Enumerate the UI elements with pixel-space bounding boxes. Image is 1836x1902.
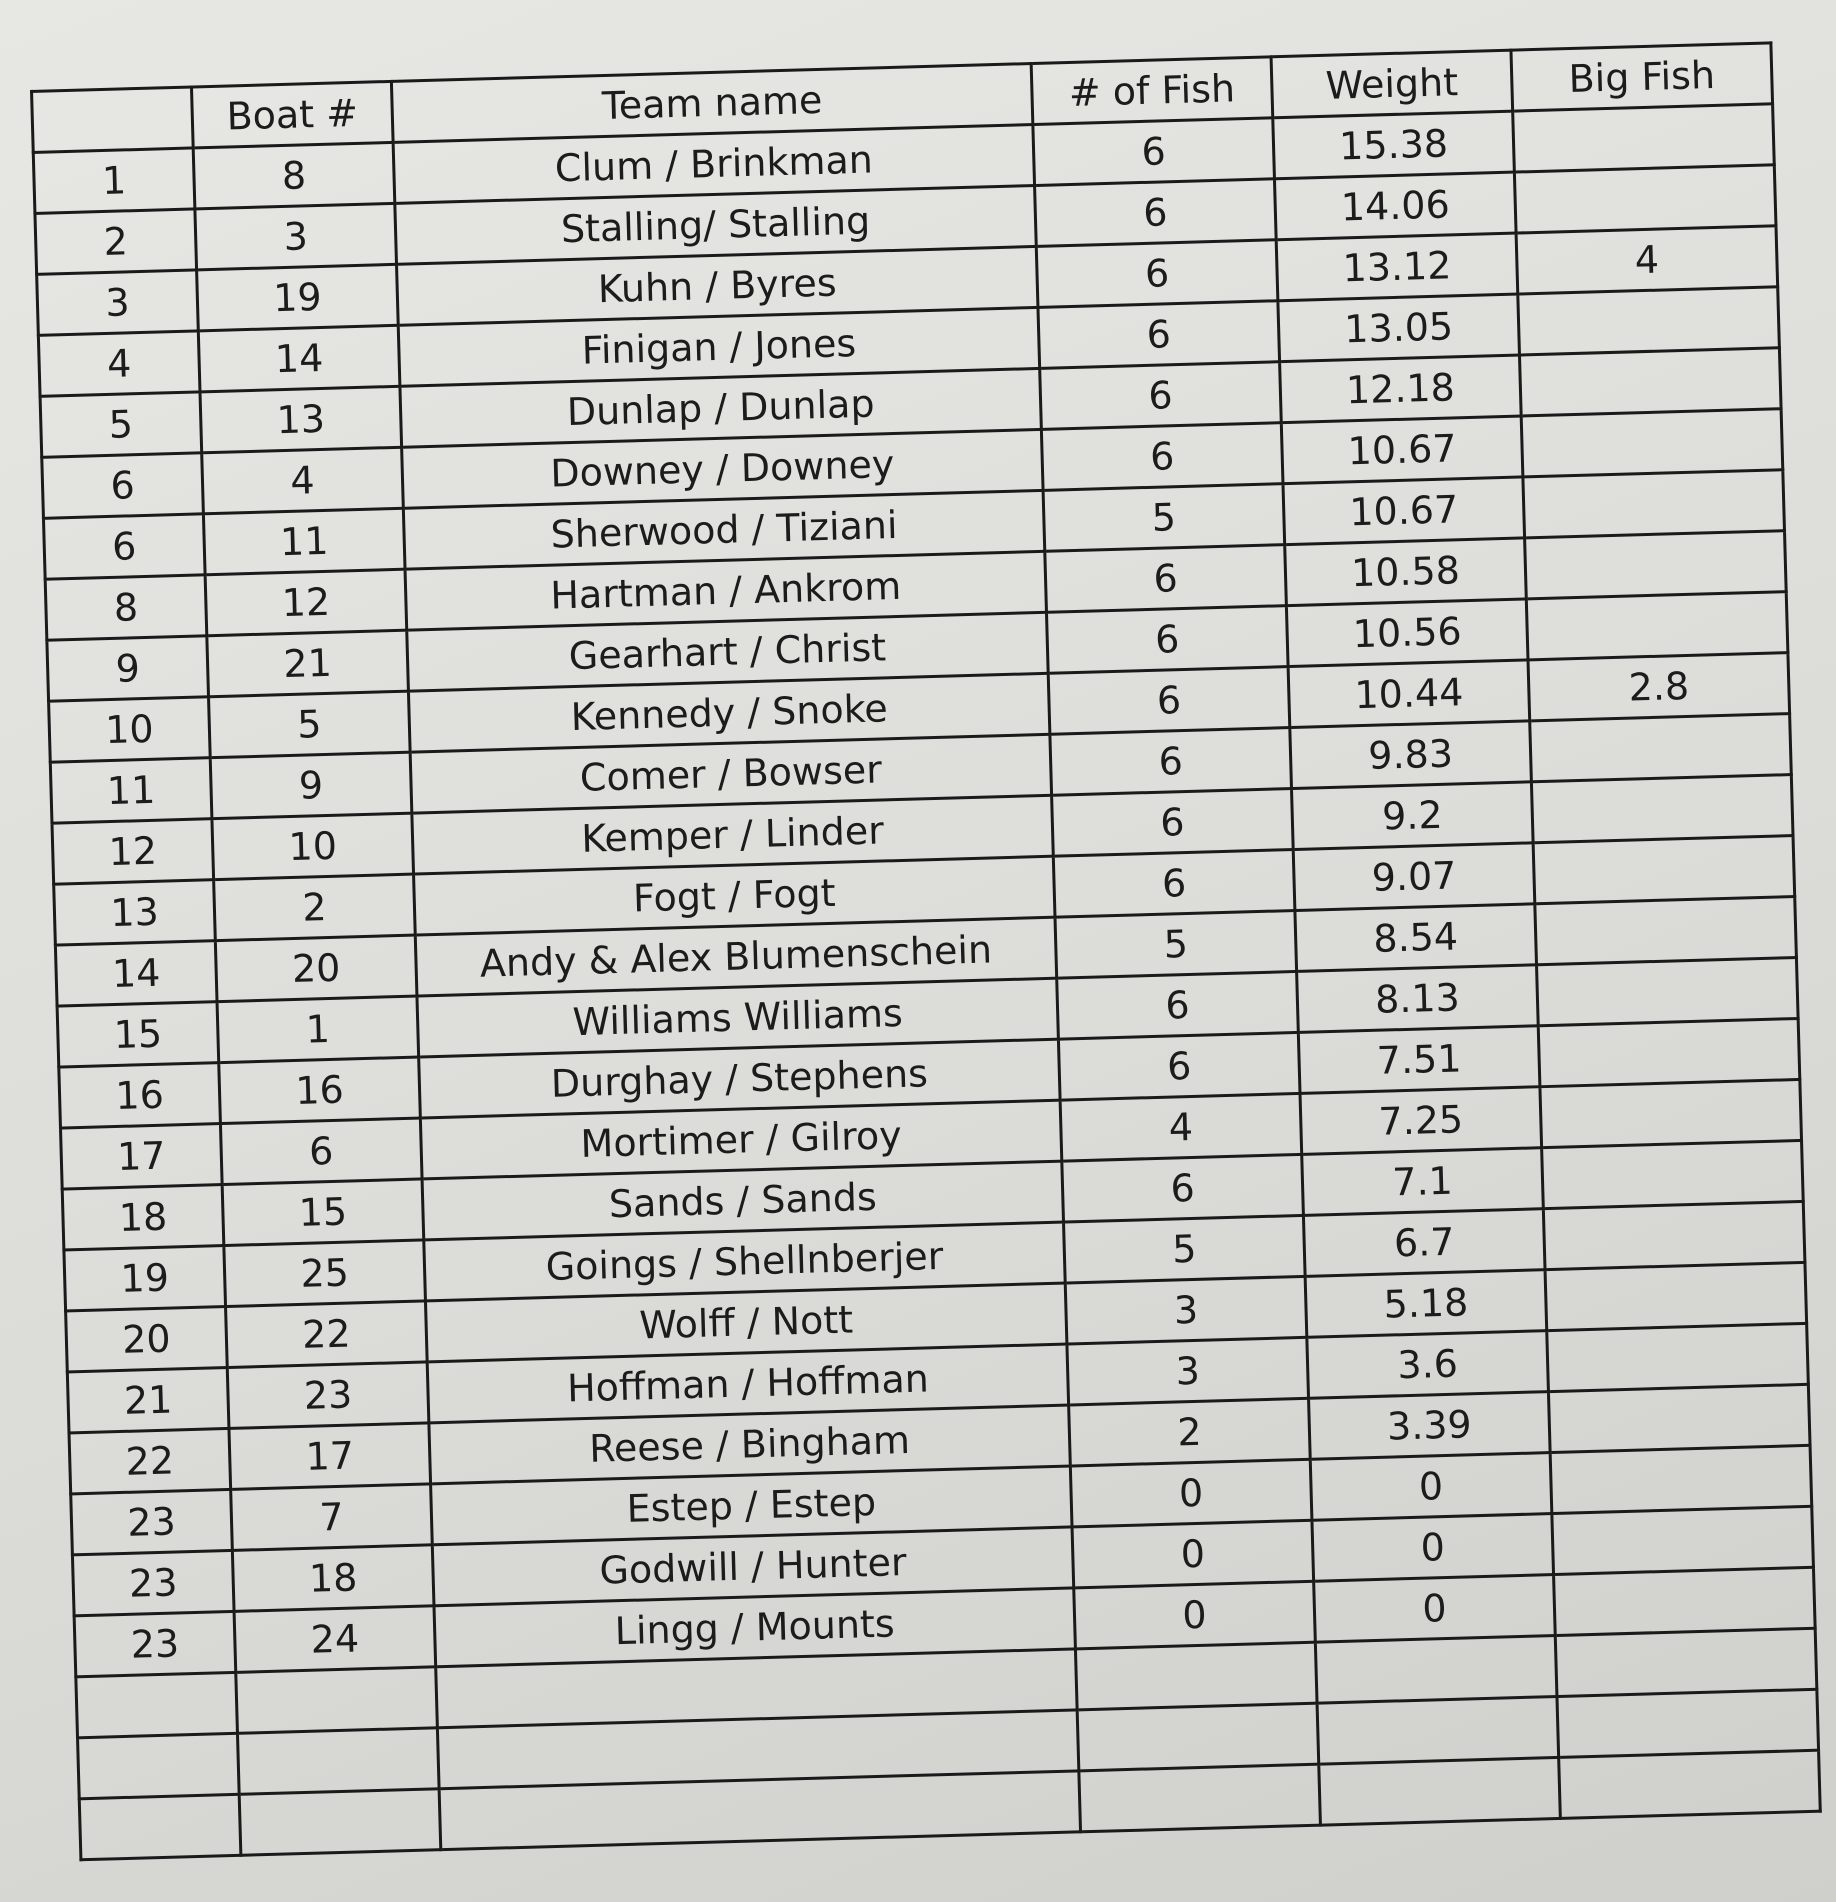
cell-place: 19: [64, 1246, 226, 1311]
cell-place: 6: [42, 453, 204, 518]
cell-team-name: Sherwood / Tiziani: [403, 490, 1044, 569]
cell-place: [78, 1733, 240, 1798]
cell-fish-count: 0: [1074, 1581, 1316, 1649]
cell-boat: 23: [227, 1362, 429, 1429]
cell-fish-count: 5: [1055, 911, 1297, 979]
cell-place: 3: [37, 270, 199, 335]
cell-team-name: Fogt / Fogt: [414, 856, 1055, 935]
cell-boat: [237, 1728, 439, 1795]
cell-team-name: Hoffman / Hoffman: [427, 1344, 1068, 1423]
cell-team-name: Kuhn / Byres: [397, 246, 1038, 325]
cell-fish-count: 6: [1033, 118, 1275, 186]
cell-place: 12: [52, 819, 214, 884]
cell-place: 8: [45, 575, 207, 640]
cell-place: [79, 1794, 241, 1859]
cell-place: 13: [54, 880, 216, 945]
cell-fish-count: 6: [1041, 423, 1283, 491]
cell-team-name: Stalling/ Stalling: [395, 185, 1036, 264]
cell-weight: 10.56: [1286, 599, 1528, 667]
cell-team-name: Wolff / Nott: [425, 1283, 1066, 1362]
cell-boat: 10: [212, 813, 414, 880]
cell-fish-count: 6: [1038, 301, 1280, 369]
cell-big-fish: [1514, 165, 1776, 233]
cell-weight: 3.6: [1307, 1331, 1549, 1399]
cell-boat: 3: [195, 203, 397, 270]
cell-boat: 14: [198, 325, 400, 392]
cell-boat: 15: [222, 1179, 424, 1246]
cell-weight: [1317, 1696, 1559, 1764]
cell-team-name: Mortimer / Gilroy: [420, 1100, 1061, 1179]
cell-fish-count: 2: [1069, 1398, 1311, 1466]
cell-fish-count: 6: [1062, 1154, 1304, 1222]
cell-place: 23: [71, 1489, 233, 1554]
cell-place: 21: [67, 1367, 229, 1432]
cell-big-fish: [1555, 1628, 1817, 1696]
cell-fish-count: [1075, 1642, 1317, 1710]
cell-weight: 14.06: [1274, 172, 1516, 240]
cell-fish-count: 6: [1035, 179, 1277, 247]
cell-team-name: Comer / Bowser: [410, 734, 1051, 813]
cell-big-fish: [1521, 409, 1783, 477]
cell-place: 4: [38, 331, 200, 396]
cell-fish-count: 6: [1050, 728, 1292, 796]
cell-place: 17: [60, 1124, 222, 1189]
cell-fish-count: [1079, 1764, 1321, 1832]
cell-team-name: Andy & Alex Blumenschein: [415, 917, 1056, 996]
cell-fish-count: 5: [1064, 1215, 1306, 1283]
cell-fish-count: 6: [1053, 850, 1295, 918]
cell-team-name: Downey / Downey: [402, 429, 1043, 508]
cell-fish-count: 5: [1043, 484, 1285, 552]
cell-weight: 5.18: [1305, 1270, 1547, 1338]
cell-fish-count: 6: [1052, 789, 1294, 857]
cell-weight: [1315, 1636, 1557, 1704]
cell-team-name: Gearhart / Christ: [407, 612, 1048, 691]
header-boat: Boat #: [191, 81, 393, 148]
cell-big-fish: [1552, 1506, 1814, 1574]
header-team-name: Team name: [391, 64, 1032, 143]
cell-boat: [239, 1789, 441, 1856]
cell-big-fish: [1540, 1079, 1802, 1147]
cell-big-fish: [1525, 531, 1787, 599]
cell-fish-count: 0: [1070, 1459, 1312, 1527]
results-sheet: [30, 41, 1819, 1861]
cell-weight: 10.67: [1283, 477, 1525, 545]
cell-place: 10: [49, 697, 211, 762]
cell-place: 6: [43, 514, 205, 579]
cell-fish-count: 3: [1067, 1337, 1309, 1405]
cell-boat: 24: [234, 1606, 436, 1673]
header-weight: Weight: [1271, 50, 1513, 118]
cell-big-fish: 4: [1516, 226, 1778, 294]
cell-boat: 1: [217, 996, 419, 1063]
cell-team-name: Clum / Brinkman: [393, 125, 1034, 204]
cell-weight: 15.38: [1273, 111, 1515, 179]
cell-boat: 22: [226, 1301, 428, 1368]
cell-team-name: Durghay / Stephens: [419, 1039, 1060, 1118]
cell-place: 11: [50, 758, 212, 823]
cell-big-fish: [1530, 714, 1792, 782]
cell-fish-count: 6: [1036, 240, 1278, 308]
cell-team-name: Hartman / Ankrom: [405, 551, 1046, 630]
cell-fish-count: 0: [1072, 1520, 1314, 1588]
cell-big-fish: [1533, 836, 1795, 904]
cell-big-fish: [1542, 1140, 1804, 1208]
cell-place: 5: [40, 392, 202, 457]
header-place: [32, 87, 194, 152]
cell-big-fish: [1535, 897, 1797, 965]
cell-big-fish: [1554, 1567, 1816, 1635]
cell-weight: 9.83: [1290, 721, 1532, 789]
cell-place: 23: [72, 1550, 234, 1615]
cell-place: 2: [35, 209, 197, 274]
cell-fish-count: 6: [1040, 362, 1282, 430]
cell-team-name: Finigan / Jones: [398, 307, 1039, 386]
cell-weight: 13.12: [1276, 233, 1518, 301]
cell-weight: 12.18: [1280, 355, 1522, 423]
cell-fish-count: 3: [1065, 1276, 1307, 1344]
cell-big-fish: 2.8: [1528, 653, 1790, 721]
cell-place: 1: [33, 148, 195, 213]
cell-place: 9: [47, 636, 209, 701]
cell-place: 15: [57, 1002, 219, 1067]
cell-weight: 3.39: [1309, 1392, 1551, 1460]
cell-big-fish: [1550, 1445, 1812, 1513]
cell-place: 14: [55, 941, 217, 1006]
cell-fish-count: [1077, 1703, 1319, 1771]
cell-place: 22: [69, 1428, 231, 1493]
cell-weight: 7.51: [1298, 1026, 1540, 1094]
cell-weight: 9.07: [1293, 843, 1535, 911]
cell-big-fish: [1547, 1323, 1809, 1391]
cell-boat: 13: [200, 386, 402, 453]
cell-weight: 8.54: [1295, 904, 1537, 972]
cell-big-fish: [1538, 1018, 1800, 1086]
table-body: [33, 104, 1820, 1860]
cell-big-fish: [1543, 1201, 1805, 1269]
cell-big-fish: [1537, 958, 1799, 1026]
cell-place: 20: [66, 1307, 228, 1372]
cell-boat: 9: [210, 752, 412, 819]
header-fish-count: # of Fish: [1031, 57, 1273, 125]
results-table: [30, 41, 1822, 1861]
cell-fish-count: 6: [1057, 971, 1299, 1039]
cell-boat: 4: [202, 447, 404, 514]
cell-weight: 9.2: [1291, 782, 1533, 850]
cell-team-name: Sands / Sands: [422, 1161, 1063, 1240]
cell-big-fish: [1559, 1750, 1821, 1818]
cell-boat: 16: [219, 1057, 421, 1124]
cell-team-name: Godwill / Hunter: [432, 1527, 1073, 1606]
cell-boat: 18: [232, 1545, 434, 1612]
cell-big-fish: [1531, 775, 1793, 843]
cell-boat: 11: [203, 508, 405, 575]
cell-boat: 20: [215, 935, 417, 1002]
cell-place: 23: [74, 1611, 236, 1676]
cell-boat: 12: [205, 569, 407, 636]
cell-boat: 5: [209, 691, 411, 758]
cell-fish-count: 6: [1058, 1032, 1300, 1100]
cell-team-name: Lingg / Mounts: [434, 1588, 1075, 1667]
cell-big-fish: [1545, 1262, 1807, 1330]
cell-boat: 21: [207, 630, 409, 697]
cell-team-name: Goings / Shellnberjer: [424, 1222, 1065, 1301]
cell-place: 18: [62, 1185, 224, 1250]
cell-boat: 6: [220, 1118, 422, 1185]
cell-boat: 7: [231, 1484, 433, 1551]
cell-big-fish: [1523, 470, 1785, 538]
cell-boat: 2: [214, 874, 416, 941]
cell-weight: 10.44: [1288, 660, 1530, 728]
cell-weight: 0: [1312, 1514, 1554, 1582]
cell-weight: 6.7: [1303, 1209, 1545, 1277]
cell-place: [76, 1672, 238, 1737]
cell-big-fish: [1513, 104, 1775, 172]
cell-big-fish: [1519, 348, 1781, 416]
cell-fish-count: 6: [1045, 545, 1287, 613]
cell-big-fish: [1526, 592, 1788, 660]
cell-weight: 7.1: [1302, 1148, 1544, 1216]
cell-weight: [1319, 1757, 1561, 1825]
cell-boat: [236, 1667, 438, 1734]
cell-boat: 19: [197, 264, 399, 331]
cell-team-name: Dunlap / Dunlap: [400, 368, 1041, 447]
cell-fish-count: 6: [1046, 606, 1288, 674]
cell-boat: 17: [229, 1423, 431, 1490]
cell-weight: 0: [1310, 1453, 1552, 1521]
cell-fish-count: 4: [1060, 1093, 1302, 1161]
cell-weight: 0: [1314, 1575, 1556, 1643]
cell-big-fish: [1557, 1689, 1819, 1757]
cell-big-fish: [1518, 287, 1780, 355]
cell-big-fish: [1548, 1384, 1810, 1452]
cell-boat: 25: [224, 1240, 426, 1307]
cell-team-name: Kemper / Linder: [412, 795, 1053, 874]
cell-weight: 10.67: [1281, 416, 1523, 484]
cell-place: 16: [59, 1063, 221, 1128]
cell-weight: 10.58: [1285, 538, 1527, 606]
cell-team-name: Kennedy / Snoke: [408, 673, 1049, 752]
cell-team-name: Estep / Estep: [431, 1466, 1072, 1545]
cell-fish-count: 6: [1048, 667, 1290, 735]
header-big-fish: Big Fish: [1511, 43, 1773, 111]
cell-boat: 8: [193, 142, 395, 209]
cell-team-name: Williams Williams: [417, 978, 1058, 1057]
cell-weight: 8.13: [1297, 965, 1539, 1033]
cell-team-name: Reese / Bingham: [429, 1405, 1070, 1484]
cell-weight: 7.25: [1300, 1087, 1542, 1155]
cell-weight: 13.05: [1278, 294, 1520, 362]
